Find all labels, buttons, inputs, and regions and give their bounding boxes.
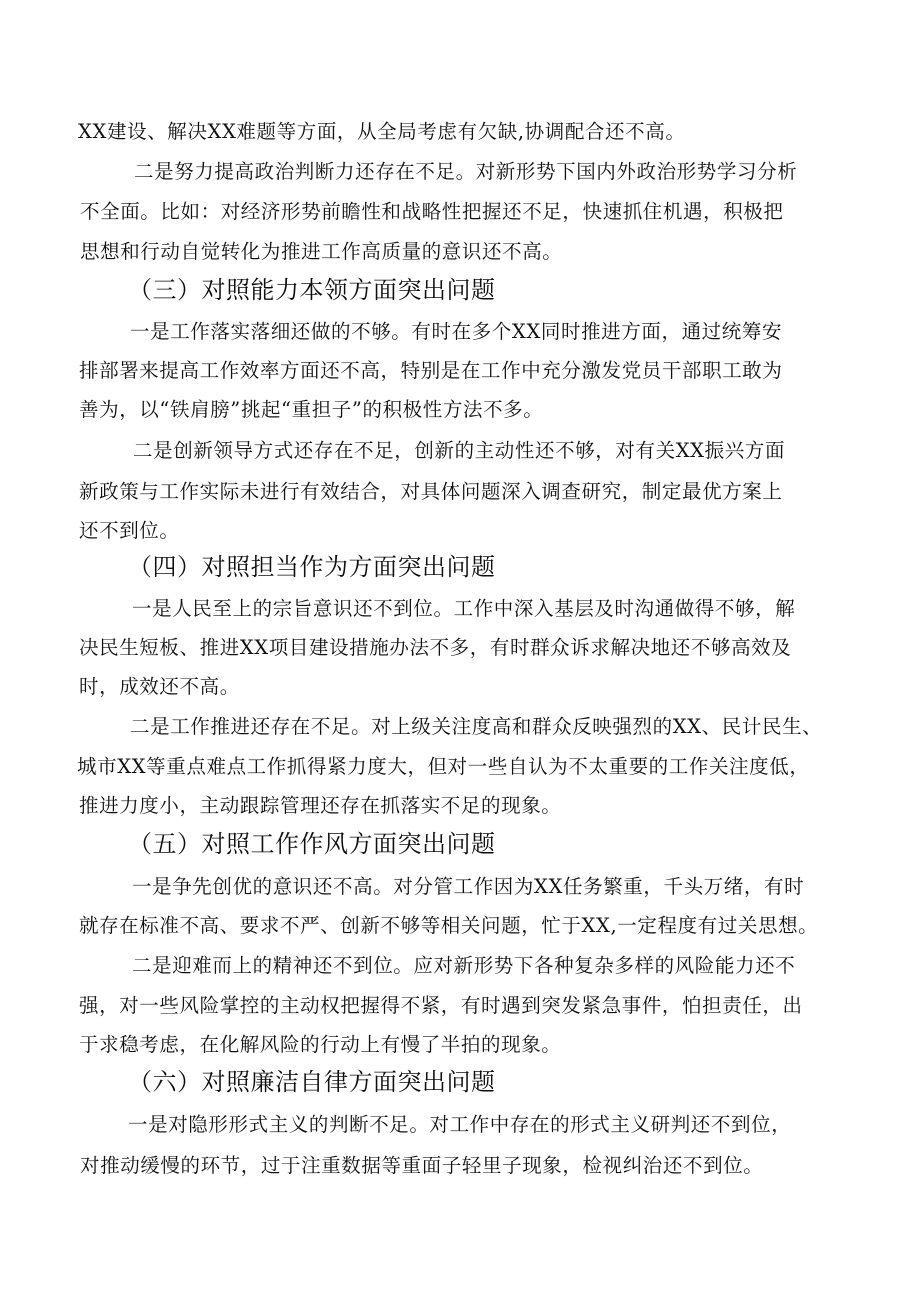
body-text-line: 新政策与工作实际未进行有效结合，对具体问题深入调查研究，制定最优方案上 [79, 480, 783, 503]
section-heading-4: （四）对照担当作为方面突出问题 [128, 553, 496, 581]
body-text-line: 城市XX等重点难点工作抓得紧力度大，但对一些自认为不太重要的工作关注度低， [77, 755, 810, 778]
body-text-line: 就存在标准不高、要求不严、创新不够等相关问题，忙于XX,一定程度有过关思想。 [79, 914, 819, 937]
body-text-line: 不全面。比如：对经济形势前瞻性和战略性把握还不足，快速抓住机遇，积极把 [80, 200, 784, 223]
body-text-line: 决民生短板、推进XX项目建设措施办法不多，有时群众诉求解决地还不够高效及 [79, 636, 792, 659]
body-text-line: 对推动缓慢的环节，过于注重数据等重面子轻里子现象，检视纠治还不到位。 [80, 1154, 764, 1177]
body-text-line: 于求稳考虑，在化解风险的行动上有慢了半拍的现象。 [79, 1033, 562, 1056]
body-text-line: 二是创新领导方式还存在不足，创新的主动性还不够，对有关XX振兴方面 [133, 439, 786, 462]
body-text-line: 还不到位。 [79, 519, 180, 542]
body-text-line: 二是工作推进还存在不足。对上级关注度高和群众反映强烈的XX、民计民生、 [130, 715, 823, 738]
body-text-line: 思想和行动自觉转化为推进工作高质量的意识还不高。 [80, 240, 563, 263]
body-text-line: 二是努力提高政治判断力还存在不足。对新形势下国内外政治形势学习分析 [134, 160, 798, 183]
body-text-line: 一是人民至上的宗旨意识还不到位。工作中深入基层及时沟通做得不够，解 [132, 597, 796, 620]
body-text-line: 推进力度小，主动跟踪管理还存在抓落实不足的现象。 [79, 794, 562, 817]
body-text-line: 二是迎难而上的精神还不到位。应对新形势下各种复杂多样的风险能力还不 [132, 954, 796, 977]
section-heading-3: （三）对照能力本领方面突出问题 [128, 276, 496, 304]
body-text-line: 善为，以“铁肩膀”挑起“重担子”的积极性方法不多。 [79, 398, 544, 421]
body-text-line: 排部署来提高工作效率方面还不高，特别是在工作中充分激发党员干部职工敢为 [79, 359, 783, 382]
section-heading-6: （六）对照廉洁自律方面突出问题 [128, 1068, 496, 1096]
body-text-line: 强，对一些风险掌控的主动权把握得不紧，有时遇到突发紧急事件，怕担责任，出 [79, 994, 803, 1017]
section-heading-5: （五）对照工作作风方面突出问题 [128, 830, 496, 858]
body-text-line: XX建设、解决XX难题等方面，从全局考虑有欠缺,协调配合还不高。 [78, 120, 686, 143]
body-text-line: 时，成效还不高。 [79, 675, 240, 698]
body-text-line: 一是对隐形形式主义的判断不足。对工作中存在的形式主义研判还不到位， [128, 1113, 792, 1136]
body-text-line: 一是工作落实落细还做的不够。有时在多个XX同时推进方面，通过统筹安 [130, 320, 783, 343]
body-text-line: 一是争先创优的意识还不高。对分管工作因为XX任务繁重，千头万绪，有时 [132, 875, 805, 898]
